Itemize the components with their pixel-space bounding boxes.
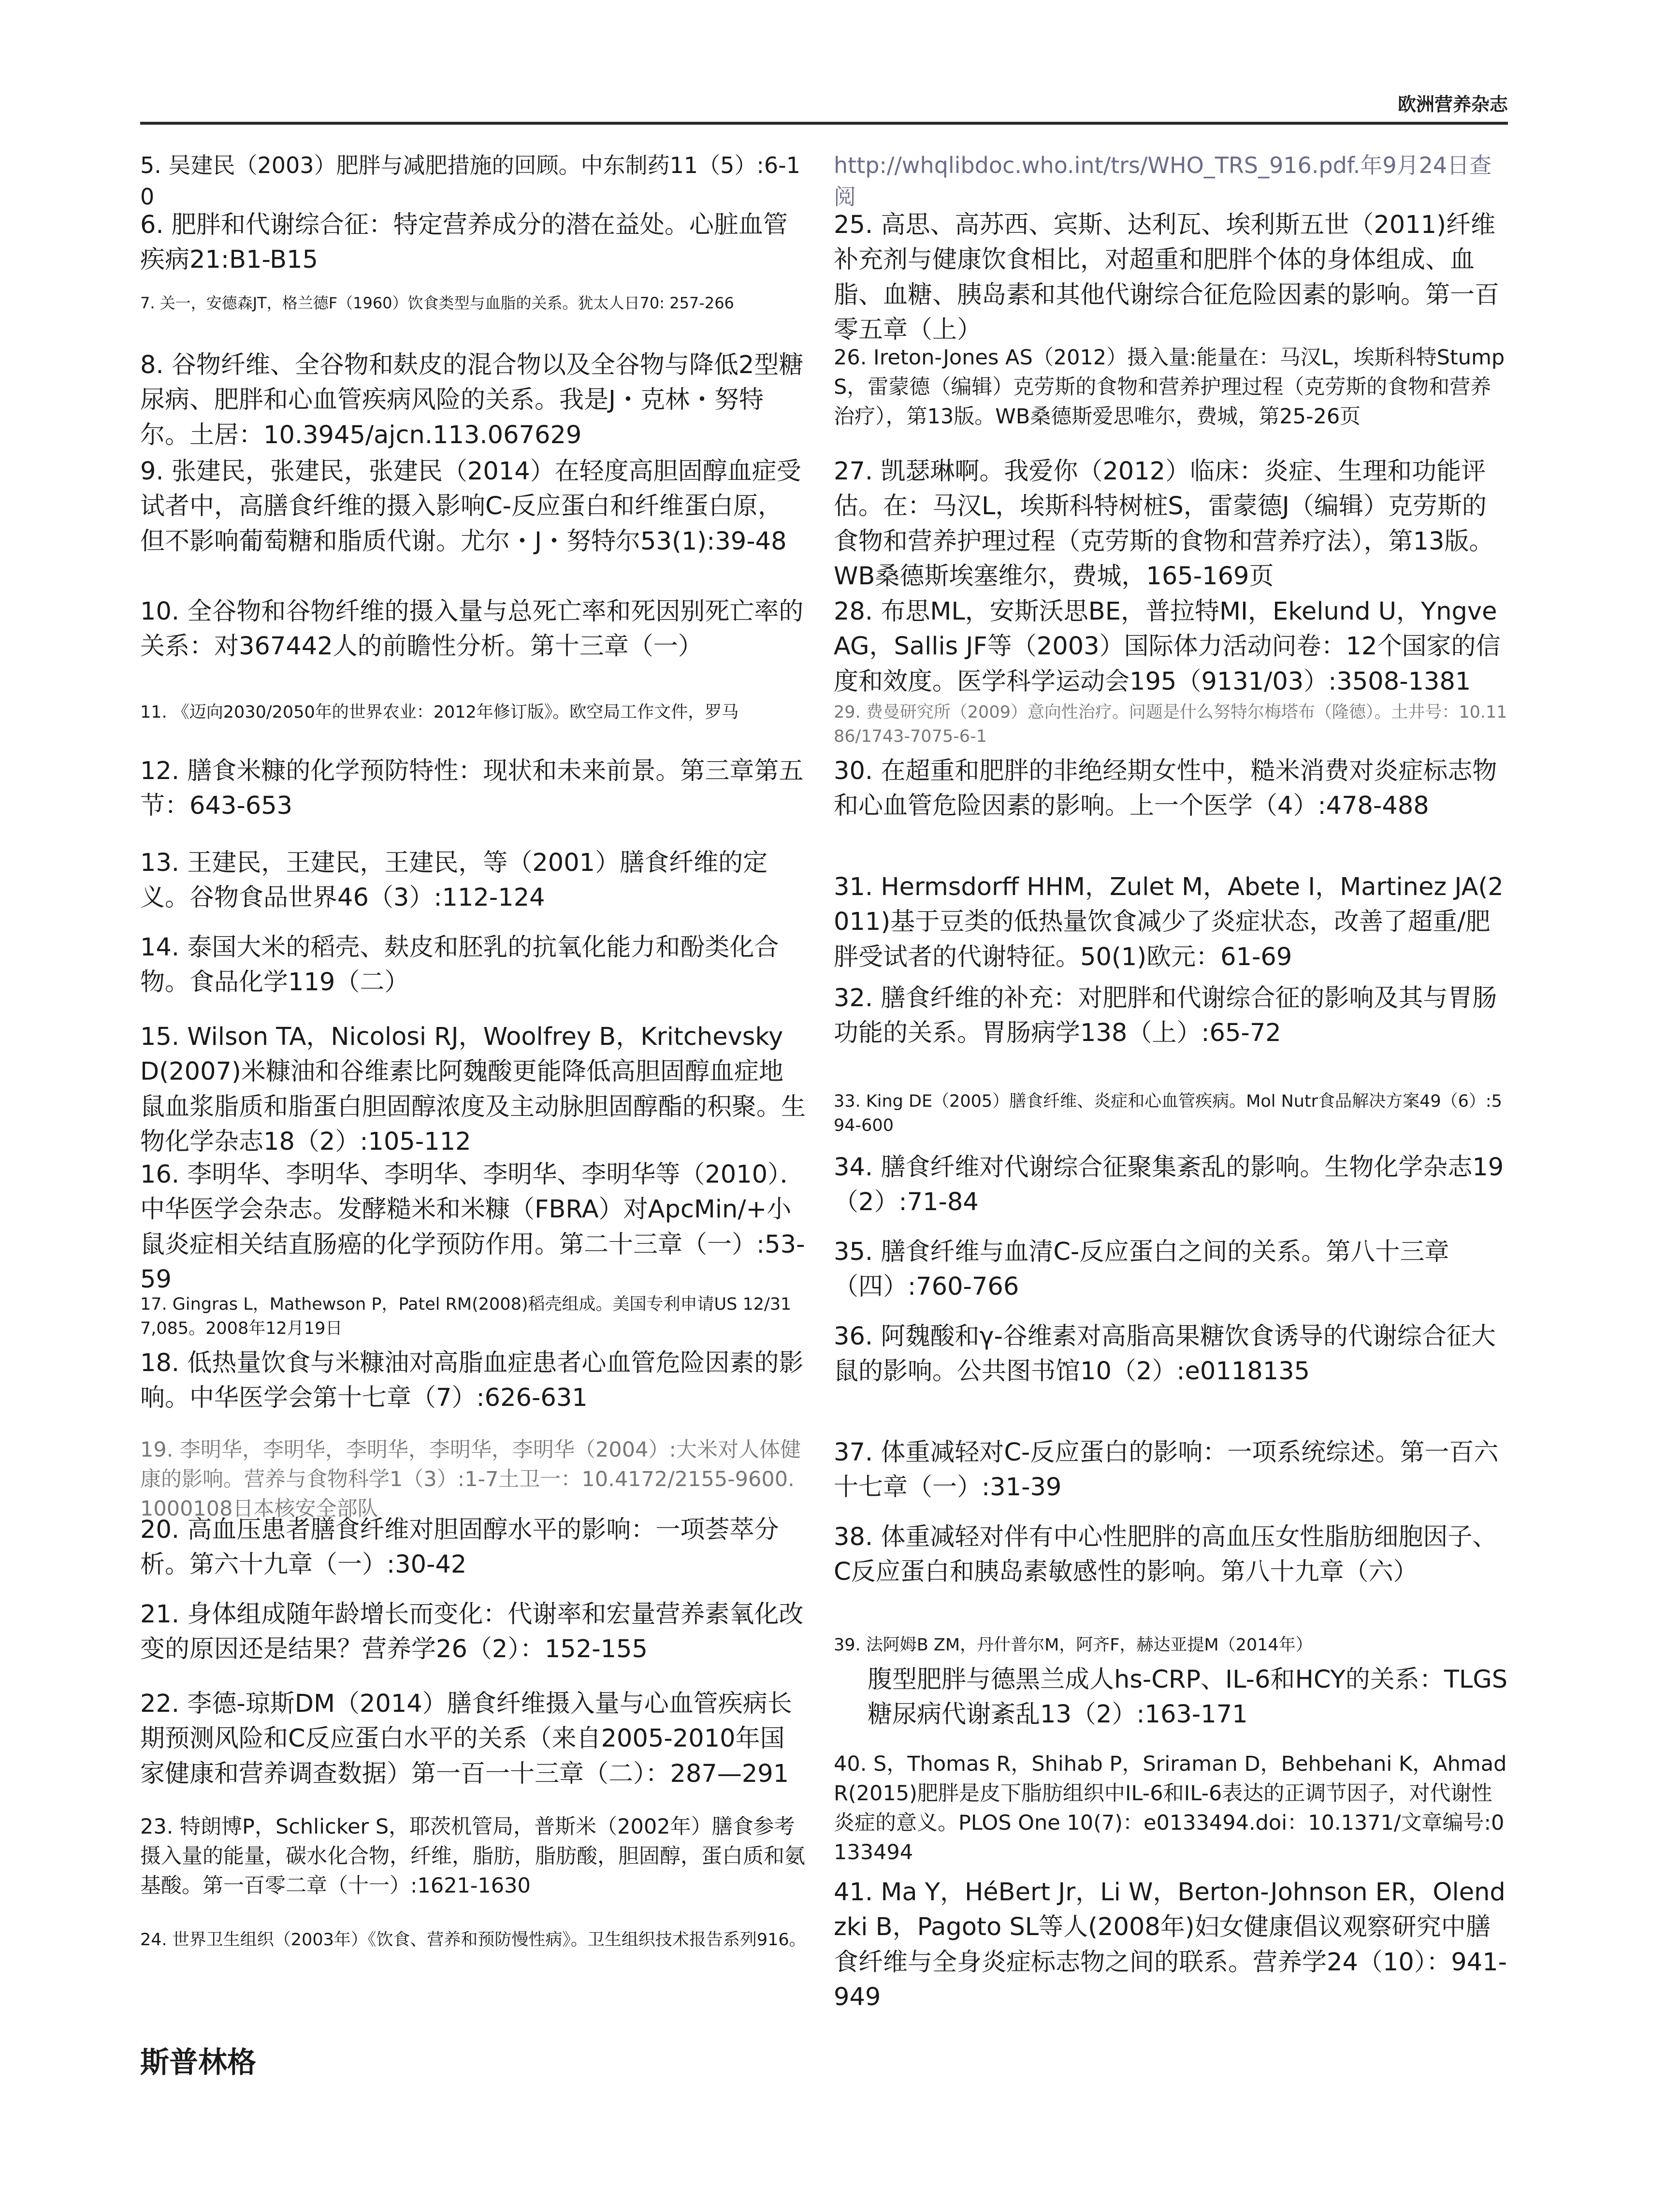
reference-item: 33. King DE（2005）膳食纤维、炎症和心血管疾病。Mol Nutr食品解决方案49（6）:594-600 — [834, 1092, 1502, 1135]
reference-item: 28. 布思ML，安斯沃思BE，普拉特MI，Ekelund U，Yngve AG，Sallis JF等（2003）国际体力活动问卷：12个国家的信度和效度。医学科学运动会195（9131/03）:3508-1381 — [834, 597, 1501, 696]
reference-item: 20. 高血压患者膳食纤维对胆固醇水平的影响：一项荟萃分析。第六十九章（一）:30-42 — [140, 1516, 779, 1579]
reference-item: 36. 阿魏酸和γ-谷维素对高脂高果糖饮食诱导的代谢综合征大鼠的影响。公共图书馆10（2）:e0118135 — [834, 1322, 1496, 1386]
reference-item: 39. 法阿姆B ZM，丹什普尔M，阿齐F，赫达亚提M（2014年） — [834, 1635, 1313, 1655]
reference-item: 35. 膳食纤维与血清C-反应蛋白之间的关系。第八十三章（四）:760-766 — [834, 1238, 1449, 1301]
reference-item: 18. 低热量饮食与米糠油对高脂血症患者心血管危险因素的影响。中华医学会第十七章（7）:626-631 — [140, 1349, 804, 1413]
reference-item: 38. 体重减轻对伴有中心性肥胖的高血压女性脂肪细胞因子、C反应蛋白和胰岛素敏感性的影响。第八十九章（六） — [834, 1523, 1497, 1587]
reference-item: 24. 世界卫生组织（2003年）《饮食、营养和预防慢性病》。卫生组织技术报告系列916。 — [140, 1930, 806, 1950]
reference-item: 37. 体重减轻对C-反应蛋白的影响：一项系统综述。第一百六十七章（一）:31-39 — [834, 1438, 1499, 1502]
reference-item: 26. Ireton-Jones AS（2012）摄入量:能量在：马汉L，埃斯科特Stump S，雷蒙德（编辑）克劳斯的食物和营养护理过程（克劳斯的食物和营养治疗），第13版。WB桑德斯爱思唯尔，费城，第25-26页 — [834, 346, 1505, 429]
reference-item: 12. 膳食米糠的化学预防特性：现状和未来前景。第三章第五节：643-653 — [140, 757, 804, 821]
reference-item: 7. 关一，安德森JT，格兰德F（1960）饮食类型与血脂的关系。犹太人日70: 257-266 — [140, 294, 734, 312]
reference-item: 40. S，Thomas R，Shihab P，Sriraman D，Behbehani K，Ahmad R(2015)肥胖是皮下脂肪组织中IL-6和IL-6表达的正调节因子，对代谢性炎症的意义。PLOS One 10(7)：e0133494.doi：10.1371/文章编号:0133494 — [834, 1752, 1507, 1865]
reference-item: 32. 膳食纤维的补充：对肥胖和代谢综合征的影响及其与胃肠功能的关系。胃肠病学138（上）:65-72 — [834, 984, 1497, 1048]
reference-item: 5. 吴建民（2003）肥胖与减肥措施的回顾。中东制药11（5）:6-10 — [140, 152, 801, 210]
reference-item: 21. 身体组成随年龄增长而变化：代谢率和宏量营养素氧化改变的原因还是结果？营养学26（2）：152-155 — [140, 1600, 804, 1664]
reference-item: 31. Hermsdorff HHM，Zulet M，Abete I，Martinez JA(2011)基于豆类的低热量饮食减少了炎症状态，改善了超重/肥胖受试者的代谢特征。50(1)欧元：61-69 — [834, 873, 1504, 971]
reference-item: 41. Ma Y，HéBert Jr，Li W，Berton-Johnson ER，Olendzki B，Pagoto SL等人(2008年)妇女健康倡议观察研究中膳食纤维与全身炎症标志物之间的联系。营养学24（10）：941-949 — [834, 1878, 1507, 2012]
reference-item: 25. 高思、高苏西、宾斯、达利瓦、埃利斯五世（2011)纤维补充剂与健康饮食相比，对超重和肥胖个体的身体组成、血脂、血糖、胰岛素和其他代谢综合征危险因素的影响。第一百零五章（上） — [834, 211, 1500, 345]
page-header — [0, 0, 1665, 126]
reference-item-continued: 腹型肥胖与德黑兰成人hs-CRP、IL-6和HCY的关系：TLGS糖尿病代谢紊乱13（2）:163-171 — [868, 1665, 1508, 1729]
reference-item: 15. Wilson TA，Nicolosi RJ，Woolfrey B，Kritchevsky D(2007)米糠油和谷维素比阿魏酸更能降低高胆固醇血症地鼠血浆脂质和脂蛋白胆固醇浓度及主动脉胆固醇酯的积聚。生物化学杂志18（2）:105-112 — [140, 1023, 806, 1157]
reference-item: 6. 肥胖和代谢综合征：特定营养成分的潜在益处。心脏血管疾病21:B1-B15 — [140, 211, 788, 275]
reference-item: 27. 凯瑟琳啊。我爱你（2012）临床：炎症、生理和功能评估。在：马汉L，埃斯科特树桩S，雷蒙德J（编辑）克劳斯的食物和营养护理过程（克劳斯的食物和营养疗法），第13版。WB桑德斯埃塞维尔，费城，165-169页 — [834, 457, 1494, 591]
reference-item: 17. Gingras L，Mathewson P，Patel RM(2008)稻壳组成。美国专利申请US 12/317,085。2008年12月19日 — [140, 1295, 792, 1338]
reference-item: 14. 泰国大米的稻壳、麸皮和胚乳的抗氧化能力和酚类化合物。食品化学119（二） — [140, 933, 779, 997]
reference-item: 11. 《迈向2030/2050年的世界农业：2012年修订版》。欧空局工作文件，罗马 — [140, 703, 739, 722]
reference-item: 22. 李德-琼斯DM（2014）膳食纤维摄入量与心血管疾病长期预测风险和C反应蛋白水平的关系（来自2005-2010年国家健康和营养调查数据）第一百一十三章（二）：287—291 — [140, 1690, 792, 1788]
reference-item: 23. 特朗博P，Schlicker S，耶茨机管局，普斯米（2002年）膳食参考摄入量的能量，碳水化合物，纤维，脂肪，脂肪酸，胆固醇，蛋白质和氨基酸。第一百零二章（十一）:1621-1630 — [140, 1815, 805, 1898]
publisher-name: 斯普林格 — [140, 2046, 256, 2080]
reference-url: http://whqlibdoc.who.int/trs/WHO_TRS_916.pdf.年9月24日查阅 — [834, 152, 1492, 210]
reference-item: 34. 膳食纤维对代谢综合征聚集紊乱的影响。生物化学杂志19（2）:71-84 — [834, 1153, 1504, 1217]
reference-item: 30. 在超重和肥胖的非绝经期女性中，糙米消费对炎症标志物和心血管危险因素的影响。上一个医学（4）:478-488 — [834, 757, 1497, 821]
reference-item: 19. 李明华，李明华，李明华，李明华，李明华（2004）:大米对人体健康的影响。营养与食物科学1（3）:1-7土卫一：10.4172/2155-9600.1000108日本核安全部队 — [140, 1438, 801, 1521]
reference-item: 8. 谷物纤维、全谷物和麸皮的混合物以及全谷物与降低2型糖尿病、肥胖和心血管疾病风险的关系。我是J・克林・努特尔。土居：10.3945/ajcn.113.067629 — [140, 351, 804, 449]
reference-item: 10. 全谷物和谷物纤维的摄入量与总死亡率和死因别死亡率的关系：对367442人的前瞻性分析。第十三章（一） — [140, 597, 804, 661]
reference-item: 29. 费曼研究所（2009）意向性治疗。问题是什么努特尔梅塔布（隆德）。土井号：10.1186/1743-7075-6-1 — [834, 703, 1507, 746]
header-rule — [140, 122, 1508, 125]
reference-item: 9. 张建民，张建民，张建民（2014）在轻度高胆固醇血症受试者中，高膳食纤维的摄入影响C-反应蛋白和纤维蛋白原，但不影响葡萄糖和脂质代谢。尤尔・J・努特尔53(1):39-48 — [140, 457, 801, 556]
reference-item: 16. 李明华、李明华、李明华、李明华、李明华等（2010）．中华医学会杂志。发酵糙米和米糠（FBRA）对ApcMin/+小鼠炎症相关结直肠癌的化学预防作用。第二十三章（一）:53-59 — [140, 1160, 805, 1294]
reference-item: 13. 王建民，王建民，王建民，等（2001）膳食纤维的定义。谷物食品世界46（3）:112-124 — [140, 849, 768, 912]
journal-name: 欧洲营养杂志 — [1397, 94, 1508, 115]
